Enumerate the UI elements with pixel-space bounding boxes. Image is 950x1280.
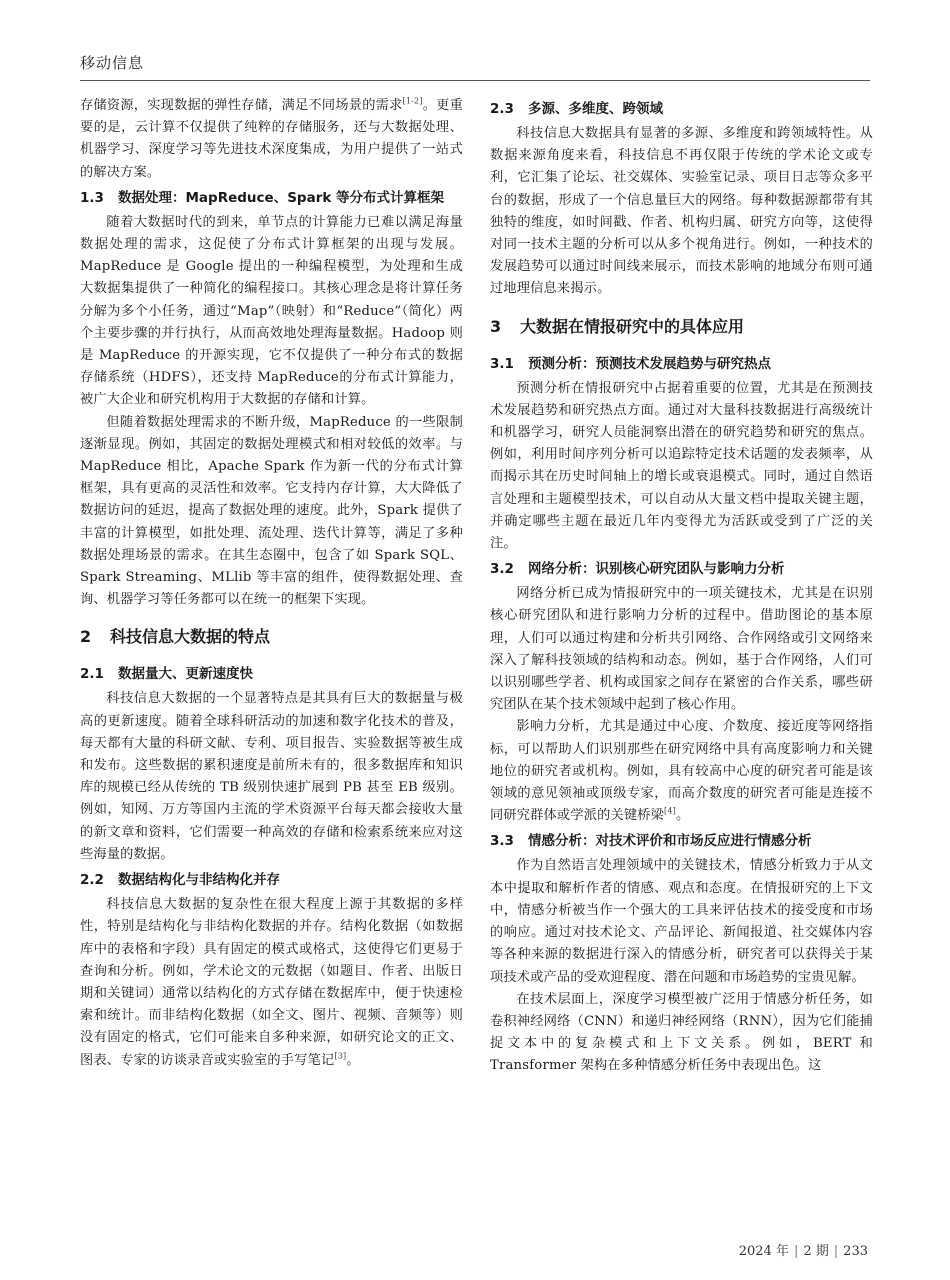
left-column: [80, 95, 463, 1072]
footer-issue: 2 期: [803, 1244, 829, 1259]
journal-name: 移动信息: [80, 54, 145, 72]
heading-2-1: 2.1 数据量大、更新速度快: [80, 666, 253, 683]
citation-1-2[interactable]: [1-2]: [402, 96, 423, 106]
paragraph-influence-analysis: 影响力分析，尤其是通过中心度、介数度、接近度等网络指标，可以帮助人们识别那些在研究网络中具有高度影响力和关键地位的研究者或机构。例如，具有较高中心度的研究者可能是该领域的意见领袖或顶级专家，而高介数度的研究者可能是连接不同研究群体或学派的关键桥梁[4]。: [490, 719, 873, 824]
heading-section-2: 2 科技信息大数据的特点: [80, 627, 271, 647]
paragraph-mapreduce: 随着大数据时代的到来，单节点的计算能力已难以满足海量数据处理的需求，这促使了分布式计算框架的出现与发展。MapReduce 是 Google 提出的一种编程模型，为处理和生成大数据集提供了一种简化的编程接口。其核心理念是将计算任务分解为多个小任务，通过“Map”（映射）和“Reduce”（简化）两个主要步骤的并行执行，从而高效地处理海量数据。Hadoop 则是 MapReduce 的开源实现，它不仅提供了一种分布式的数据存储系统（HDFS），还支持 MapReduce的分布式计算能力，被广大企业和研究机构用于大数据的存储和计算。: [80, 214, 463, 408]
paragraph-spark: 但随着数据处理需求的不断升级，MapReduce 的一些限制逐渐显现。例如，其固定的数据处理模式和相对较低的效率。与 MapReduce 相比，Apache Spark 作为新一代的分布式计算框架，具有更高的灵活性和效率。它支持内存计算，大大降低了数据访问的延迟，提高了数据处理的速度。此外，Spark 提供了丰富的计算模型，如批处理、流处理、迭代计算等，满足了多种数据处理场景的需求。在其生态圈中，包含了如 Spark SQL、Spark Streaming、MLlib 等丰富的组件，使得数据处理、查询、机器学习等任务都可以在统一的框架下实现。: [80, 414, 463, 608]
paragraph-volume-velocity: 科技信息大数据的一个显著特点是其具有巨大的数据量与极高的更新速度。随着全球科研活动的加速和数字化技术的普及，每天都有大量的科研文献、专利、项目报告、实验数据等被生成和发布。这些数据的累积速度是前所未有的，很多数据库和知识库的规模已经从传统的 TB 级别快速扩展到 PB 甚至 EB 级别。例如，知网、万方等国内主流的学术资源平台每天都会接收大量的新文章和资料，它们需要一种高效的存储和检索系统来应对这些海量的数据。: [80, 691, 463, 862]
paragraph-multisource: 科技信息大数据具有显著的多源、多维度和跨领域特性。从数据来源角度来看，科技信息不再仅限于传统的学术论文或专利，它汇集了论坛、社交媒体、实验室记录、项目日志等众多平台的数据，形成了一个信息量巨大的网络。每种数据源都带有其独特的维度，如时间戳、作者、机构归属、研究方向等，这使得对同一技术主题的分析可以从多个视角进行。例如，一种技术的发展趋势可以通过时间线来展示，而技术影响的地域分布则可通过地理信息来揭示。: [490, 126, 873, 297]
heading-3-2: 3.2 网络分析：识别核心研究团队与影响力分析: [490, 561, 785, 578]
paragraph-intro: 存储资源，实现数据的弹性存储，满足不同场景的需求[1-2]。更重要的是，云计算不仅提供了纯粹的存储服务，还与大数据处理、机器学习、深度学习等先进技术深度集成，为用户提供了一站式的解决方案。: [80, 96, 463, 180]
footer-year: 2024 年: [738, 1244, 789, 1259]
heading-3-3: 3.3 情感分析：对技术评价和市场反应进行情感分析: [490, 833, 812, 850]
heading-3-1: 3.1 预测分析：预测技术发展趋势与研究热点: [490, 355, 771, 372]
heading-section-3: 3 大数据在情报研究中的具体应用: [490, 316, 745, 336]
heading-2-3: 2.3 多源、多维度、跨领域: [490, 101, 663, 117]
page-footer: 2024 年 | 2 期 | 233: [738, 1244, 868, 1259]
paragraph-predictive-analysis: 预测分析在情报研究中占据着重要的位置，尤其是在预测技术发展趋势和研究热点方面。通过对大量科技数据进行高级统计和机器学习，研究人员能洞察出潜在的研究趋势和研究的焦点。例如，利用时间序列分析可以追踪特定技术话题的发表频率，从而揭示其在历史时间轴上的增长或衰退模式。同时，通过自然语言处理和主题模型技术，可以自动从大量文档中提取关键主题，并确定哪些主题在最近几年内变得尤为活跃或受到了广泛的关注。: [490, 380, 873, 552]
page-number: 233: [843, 1244, 868, 1259]
paragraph-deep-learning: 在技术层面上，深度学习模型被广泛用于情感分析任务，如卷积神经网络（CNN）和递归神经网络（RNN），因为它们能捕捉文本中的复杂模式和上下文关系。例如，BERT 和 Transformer 架构在多种情感分析任务中表现出色。这: [490, 991, 873, 1074]
paragraph-structured-unstructured: 科技信息大数据的复杂性在很大程度上源于其数据的多样性，特别是结构化与非结构化数据的并存。结构化数据（如数据库中的表格和字段）具有固定的模式或格式，这使得它们更易于查询和分析。例如，学术论文的元数据（如题目、作者、出版日期和关键词）通常以结构化的方式存储在数据库中，便于快速检索和统计。而非结构化数据（如全文、图片、视频、音频等）则没有固定的格式，它们可能来自多种来源，如研究论文的正文、图表、专家的访谈录音或实验室的手写笔记[3]。: [80, 897, 463, 1068]
citation-3[interactable]: [3]: [334, 1051, 347, 1061]
right-column: [490, 95, 873, 1078]
heading-1-3: 1.3 数据处理：MapReduce、Spark 等分布式计算框架: [80, 189, 445, 206]
citation-4[interactable]: [4]: [664, 806, 676, 816]
header-rule: [80, 80, 870, 81]
paragraph-network-analysis: 网络分析已成为情报研究中的一项关键技术，尤其是在识别核心研究团队和进行影响力分析的过程中。借助图论的基本原理，人们可以通过构建和分析共引网络、合作网络或引文网络来深入了解科技领域的结构和动态。例如，基于合作网络，人们可以识别哪些学者、机构或国家之间存在紧密的合作关系，哪些研究团队在某个技术领域中起到了核心作用。: [490, 586, 873, 713]
paragraph-sentiment-analysis: 作为自然语言处理领域中的关键技术，情感分析致力于从文本中提取和解析作者的情感、观点和态度。在情报研究的上下文中，情感分析被当作一个强大的工具来评估技术的接受度和市场的响应。通过对技术论文、产品评论、新闻报道、社交媒体内容等各种来源的数据进行深入的情感分析，研究者可以获得关于某项技术或产品的受欢迎程度、潜在问题和市场趋势的宝贵见解。: [490, 858, 873, 985]
heading-2-2: 2.2 数据结构化与非结构化并存: [80, 872, 280, 889]
